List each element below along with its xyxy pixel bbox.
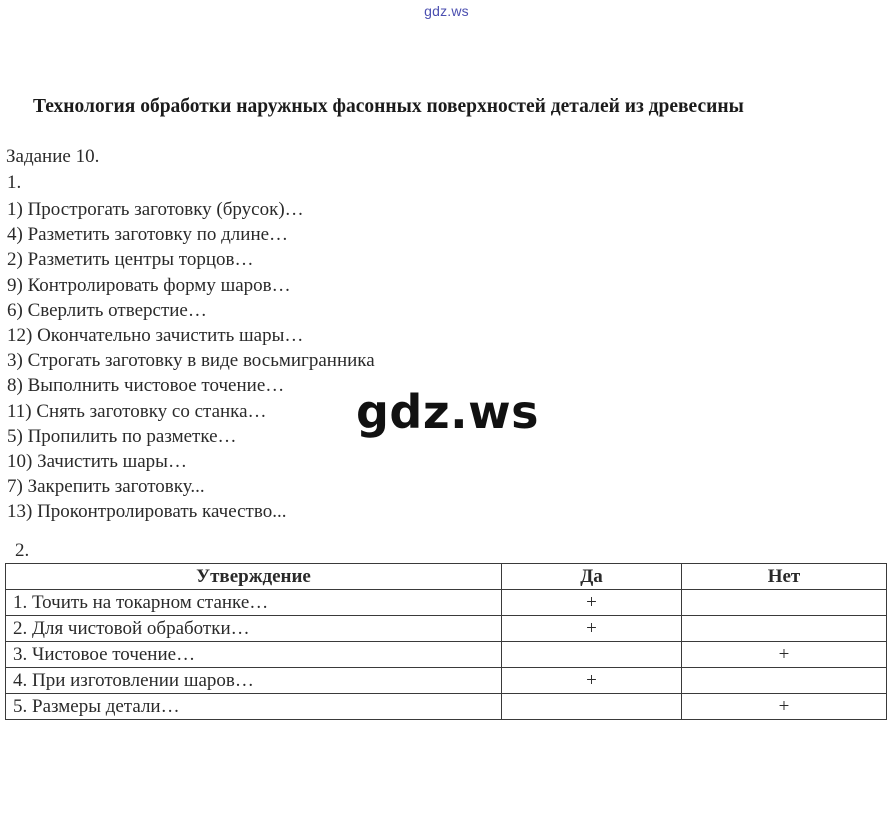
table-row	[6, 694, 887, 720]
statement-cell: 2. Для чистовой обработки…	[6, 616, 502, 642]
list-item: 10) Зачистить шары…	[7, 450, 187, 472]
steps-list	[7, 197, 375, 524]
statement-cell: 3. Чистовое точение…	[6, 642, 502, 668]
list-item: 3) Строгать заготовку в виде восьмигранника	[7, 350, 375, 372]
no-cell: +	[682, 642, 887, 668]
yes-cell	[502, 694, 682, 720]
no-cell	[682, 616, 887, 642]
list-item: 11) Снять заготовку со станка…	[7, 400, 267, 422]
statement-cell: 1. Точить на токарном станке…	[6, 590, 502, 616]
yes-cell: +	[502, 616, 682, 642]
list-item: 8) Выполнить чистовое точение…	[7, 375, 285, 397]
table-header-row	[6, 564, 887, 590]
page-title: Технология обработки наружных фасонных поверхностей деталей из древесины	[33, 96, 744, 117]
statement-cell: 4. При изготовлении шаров…	[6, 668, 502, 694]
task-label: Задание 10.	[6, 146, 100, 167]
center-watermark: gdz.ws	[352, 384, 543, 440]
table-row	[6, 668, 887, 694]
yes-cell: +	[502, 590, 682, 616]
no-cell	[682, 668, 887, 694]
list-item: 1) Прострогать заготовку (брусок)…	[7, 199, 304, 220]
header-statement: Утверждение	[6, 564, 502, 590]
list-item: 5) Пропилить по разметке…	[7, 425, 237, 447]
no-cell: +	[682, 694, 887, 720]
list-item: 12) Окончательно зачистить шары…	[7, 324, 304, 346]
yes-cell	[502, 642, 682, 668]
list-item: 6) Сверлить отверстие…	[7, 299, 207, 321]
part2-label: 2.	[15, 540, 30, 561]
no-cell	[682, 590, 887, 616]
header-no: Нет	[682, 564, 887, 590]
yes-cell: +	[502, 668, 682, 694]
list-item: 2) Разметить центры торцов…	[7, 249, 254, 271]
table-row	[6, 616, 887, 642]
list-item: 7) Закрепить заготовку...	[7, 476, 205, 498]
list-item: 9) Контролировать форму шаров…	[7, 274, 291, 296]
table-row	[6, 642, 887, 668]
answer-table	[5, 563, 887, 720]
top-watermark: gdz.ws	[424, 3, 469, 19]
header-yes: Да	[502, 564, 682, 590]
part1-label: 1.	[7, 172, 22, 193]
table-row	[6, 590, 887, 616]
statement-cell: 5. Размеры детали…	[6, 694, 502, 720]
list-item: 4) Разметить заготовку по длине…	[7, 224, 289, 246]
list-item: 13) Проконтролировать качество...	[7, 501, 287, 523]
